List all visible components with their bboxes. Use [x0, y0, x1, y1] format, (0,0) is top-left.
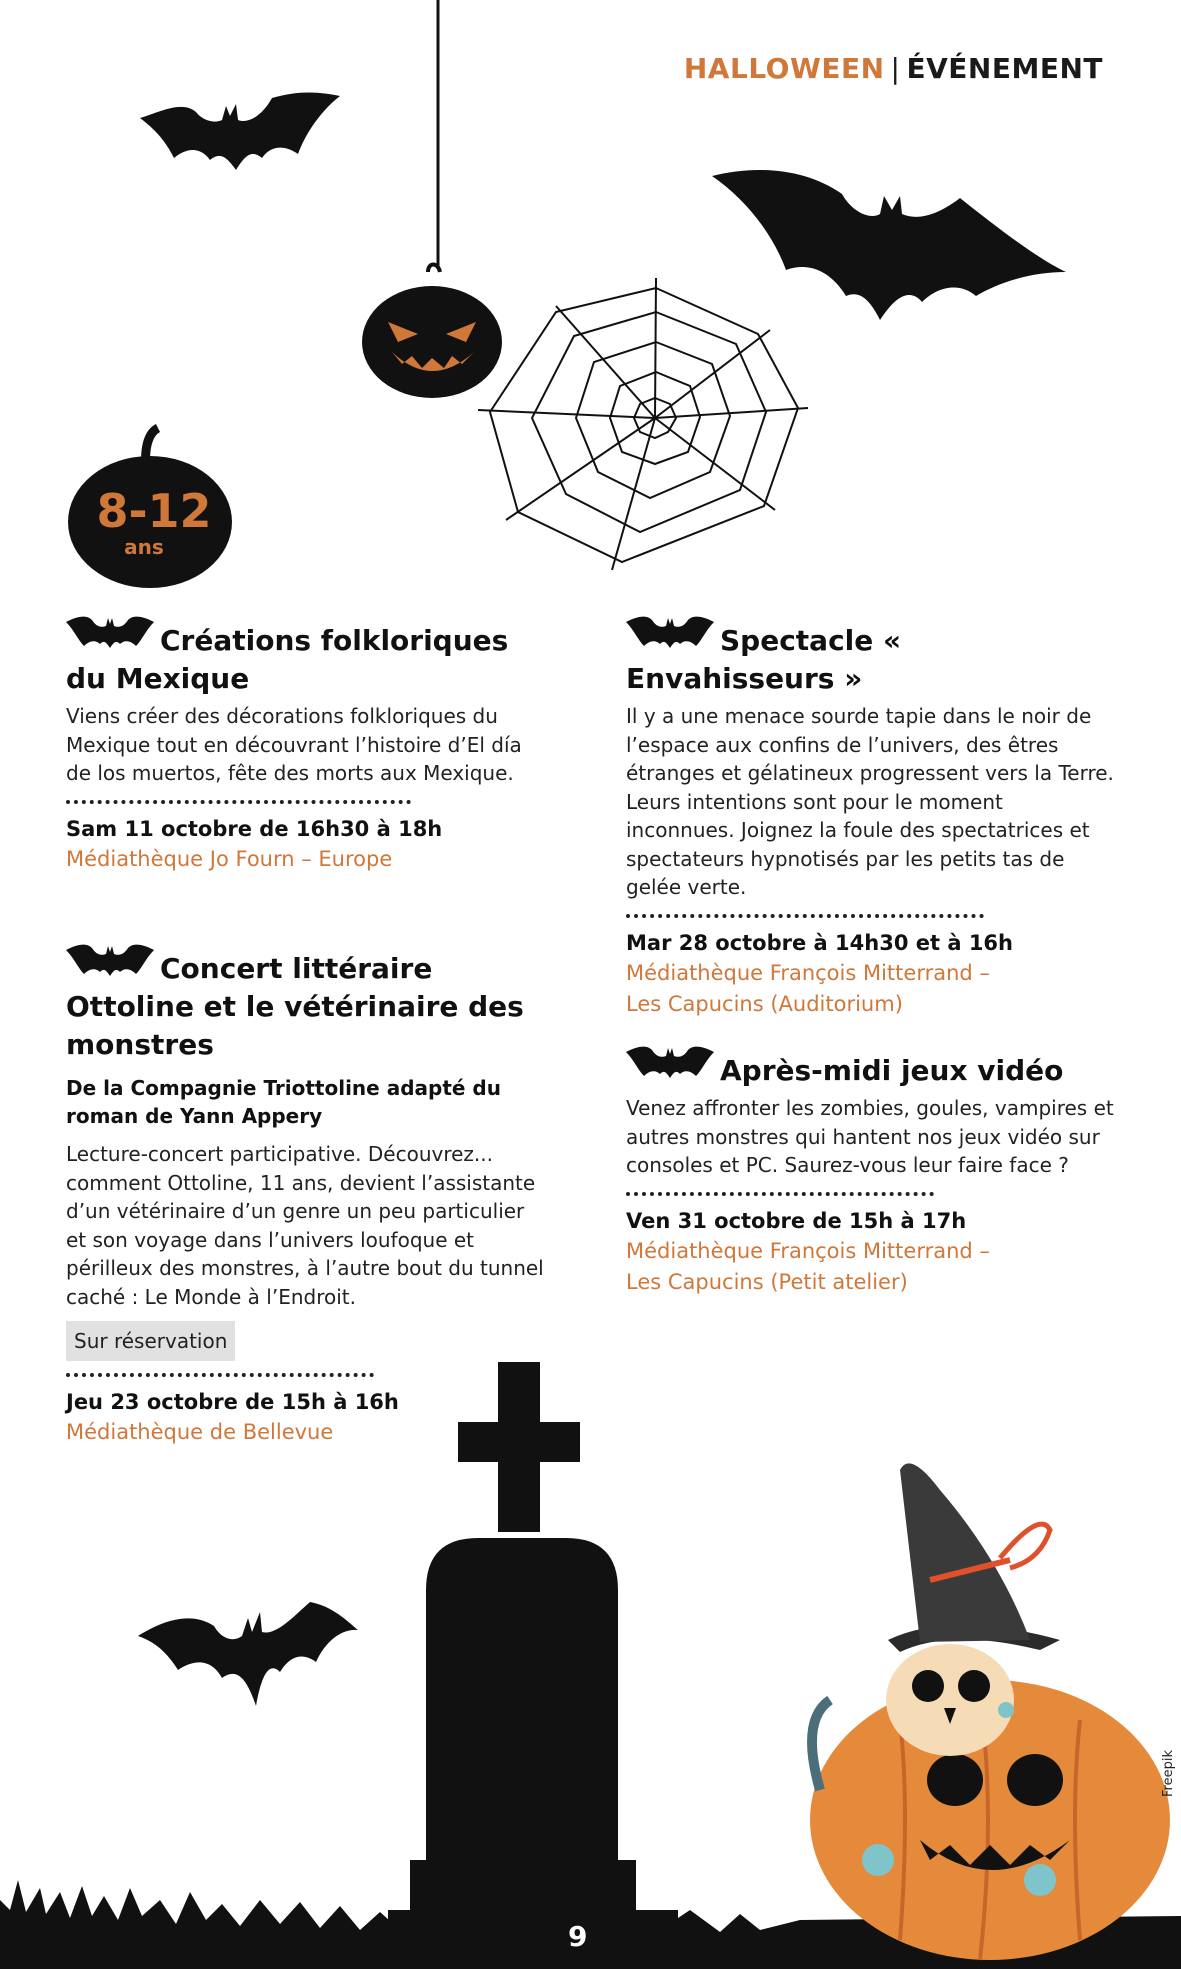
age-badge — [74, 486, 234, 558]
event-title-text: Spectacle « Envahisseurs » — [626, 624, 902, 695]
reservation-badge: Sur réservation — [66, 1321, 235, 1361]
event-date: Sam 11 octobre de 16h30 à 18h — [66, 816, 443, 841]
age-badge-unit: ans — [124, 535, 164, 559]
header-separator: | — [890, 52, 901, 85]
event-date: Mar 28 octobre à 14h30 et à 16h — [626, 930, 1013, 955]
dotted-divider — [66, 800, 411, 804]
event-place: Médiathèque Jo Fourn – Europe — [66, 846, 393, 871]
dotted-divider — [626, 914, 984, 918]
image-credit: Freepik — [1161, 1750, 1176, 1797]
event-place: Médiathèque François Mitterrand – Les Capucins (Petit atelier) — [626, 1238, 990, 1294]
age-badge-range: 8-12 — [96, 484, 212, 538]
page-number: 9 — [568, 1920, 588, 1953]
event-date: Ven 31 octobre de 15h à 17h — [626, 1208, 967, 1233]
event-card — [626, 612, 1116, 1020]
bat-icon — [626, 612, 714, 654]
event-description: Lecture-concert participative. Découvrez... comment Ottoline, 11 ans, devient l’assistante d’un vétérinaire d’un genre un peu particulier et son voyage dans l’univers loufoque et périlleux des monstres, à l’autre bout du tunnel caché : Le Monde à l’Endroit. — [66, 1142, 544, 1309]
event-card — [626, 1042, 1116, 1298]
event-title-text: Concert littéraire Ottoline et le vétérinaire des monstres — [66, 952, 524, 1061]
event-title — [66, 940, 546, 1064]
bat-icon — [138, 1602, 358, 1706]
skull-pumpkin-witch-icon — [810, 1463, 1170, 1960]
event-description: Il y a une menace sourde tapie dans le noir de l’espace aux confins de l’univers, des êtres étranges et gélatineux progressent vers la Terre. Leurs intentions sont pour le moment inconnues. Joignez la foule des spectatrices et spectateurs hypnotisés par les petits tas de gelée verte. — [626, 704, 1114, 899]
event-place: Médiathèque de Bellevue — [66, 1420, 334, 1444]
bat-icon — [66, 612, 154, 654]
bat-icon — [712, 170, 1066, 320]
event-date: Jeu 23 octobre de 15h à 16h — [66, 1390, 399, 1414]
bat-icon — [140, 93, 340, 171]
event-subtitle: De la Compagnie Triottoline adapté du roman de Yann Appery — [66, 1076, 501, 1128]
event-description: Viens créer des décorations folkloriques du Mexique tout en découvrant l’histoire d’El día de los muertos, fête des morts aux Mexique. — [66, 704, 522, 785]
tombstone-icon — [388, 1362, 678, 1969]
decor-bottom-illustration — [0, 1340, 1181, 1969]
event-place: Médiathèque François Mitterrand – Les Capucins (Auditorium) — [626, 960, 990, 1016]
jack-o-lantern-icon — [362, 265, 502, 399]
bat-icon — [626, 1042, 714, 1084]
header-category: HALLOWEEN — [683, 52, 885, 85]
event-description: Venez affronter les zombies, goules, vampires et autres monstres qui hantent nos jeux vidéo sur consoles et PC. Saurez-vous leur faire face ? — [626, 1096, 1114, 1177]
bat-icon — [66, 940, 154, 982]
event-title-text: Créations folkloriques du Mexique — [66, 624, 509, 695]
event-title — [626, 612, 1116, 698]
event-card — [66, 612, 546, 875]
event-title — [626, 1042, 1116, 1090]
spider-web-icon — [478, 278, 808, 570]
header-section: ÉVÉNEMENT — [906, 52, 1103, 85]
event-title — [66, 612, 546, 698]
dotted-divider — [626, 1192, 934, 1196]
event-title-text: Après-midi jeux vidéo — [720, 1054, 1064, 1087]
